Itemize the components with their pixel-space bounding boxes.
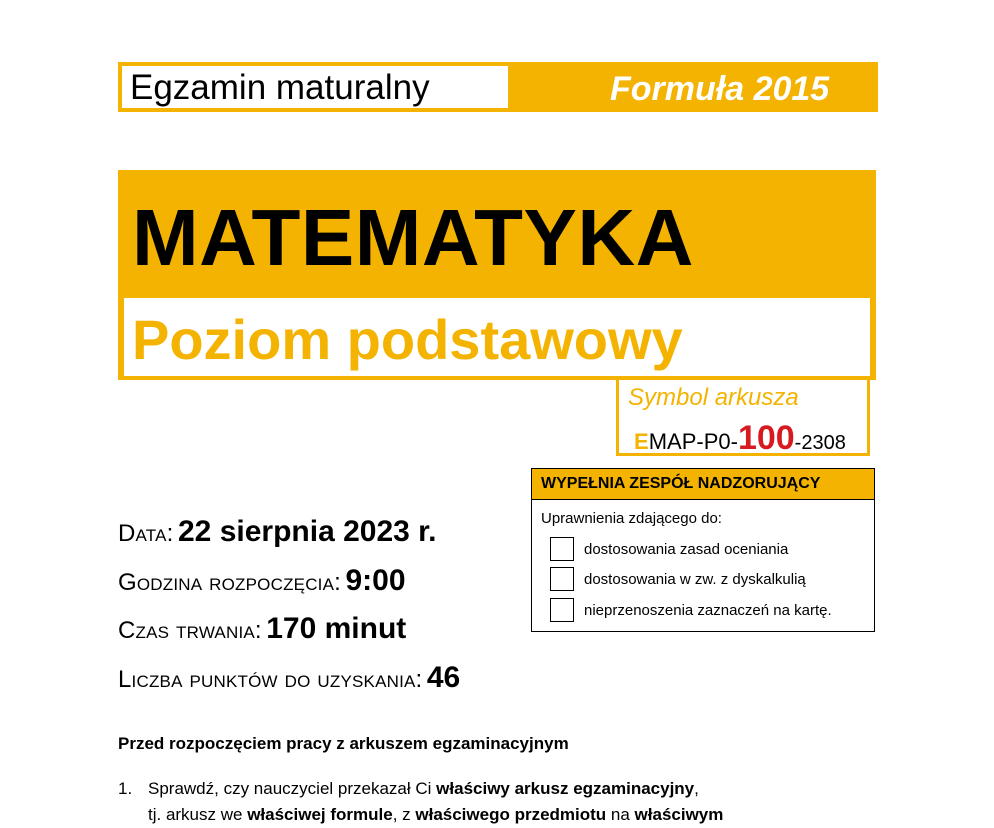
symbol-label: Symbol arkusza (628, 384, 799, 411)
rights-checkbox[interactable] (550, 537, 574, 561)
formula-label: Formuła 2015 (610, 70, 830, 108)
instruction-item-line (118, 802, 858, 828)
symbol-code-mid: MAP-P0- (648, 429, 738, 454)
instruction-text: , (694, 779, 699, 798)
instruction-bold: właściwego przedmiotu (415, 805, 607, 824)
time-value: 9:00 (345, 564, 406, 597)
instruction-text: tj. arkusz we (148, 805, 248, 824)
exam-label: Egzamin maturalny (130, 68, 430, 107)
supervisor-title: WYPEŁNIA ZESPÓŁ NADZORUJĄCY (541, 475, 821, 492)
rights-option-row (550, 566, 806, 592)
rights-option-row (550, 597, 832, 623)
duration-label: Czas trwania: (118, 617, 262, 644)
symbol-code (634, 419, 846, 459)
rights-option-row (550, 536, 788, 562)
duration-line (118, 609, 406, 654)
rights-checkbox[interactable] (550, 598, 574, 622)
subject-title: MATEMATYKA (132, 193, 694, 282)
symbol-code-number: 100 (737, 419, 795, 457)
points-value: 46 (426, 661, 461, 694)
instruction-bold: właściwej formule (247, 805, 393, 824)
rights-option-label: nieprzenoszenia zaznaczeń na kartę. (584, 601, 832, 619)
symbol-code-prefix: E (634, 429, 649, 454)
instruction-bold: właściwym (634, 805, 724, 824)
date-value: 22 sierpnia 2023 r. (178, 515, 437, 548)
level-text: Poziom podstawowy (132, 308, 683, 371)
date-label: Data: (118, 520, 174, 547)
rights-label: Uprawnienia zdającego do: (541, 510, 722, 527)
instruction-item-line (118, 776, 858, 802)
time-line (118, 561, 406, 606)
symbol-code-suffix: -2308 (794, 432, 846, 454)
instructions-list (118, 776, 858, 828)
instruction-text: , z (392, 805, 416, 824)
points-line (118, 658, 460, 703)
rights-checkbox[interactable] (550, 567, 574, 591)
instruction-text: Sprawdź, czy nauczyciel przekazał Ci (148, 779, 437, 798)
rights-option-label: dostosowania zasad oceniania (584, 540, 789, 558)
rights-option-label: dostosowania w zw. z dyskalkulią (584, 570, 806, 588)
duration-value: 170 minut (266, 612, 407, 645)
instruction-number: 1. (118, 779, 133, 798)
instructions-heading: Przed rozpoczęciem pracy z arkuszem egzaminacyjnym (118, 734, 569, 753)
instruction-text: na (606, 805, 635, 824)
time-label: Godzina rozpoczęcia: (118, 569, 342, 596)
points-label: Liczba punktów do uzyskania: (118, 666, 423, 693)
date-line (118, 512, 437, 557)
instruction-bold: właściwy arkusz egzaminacyjny (436, 779, 695, 798)
